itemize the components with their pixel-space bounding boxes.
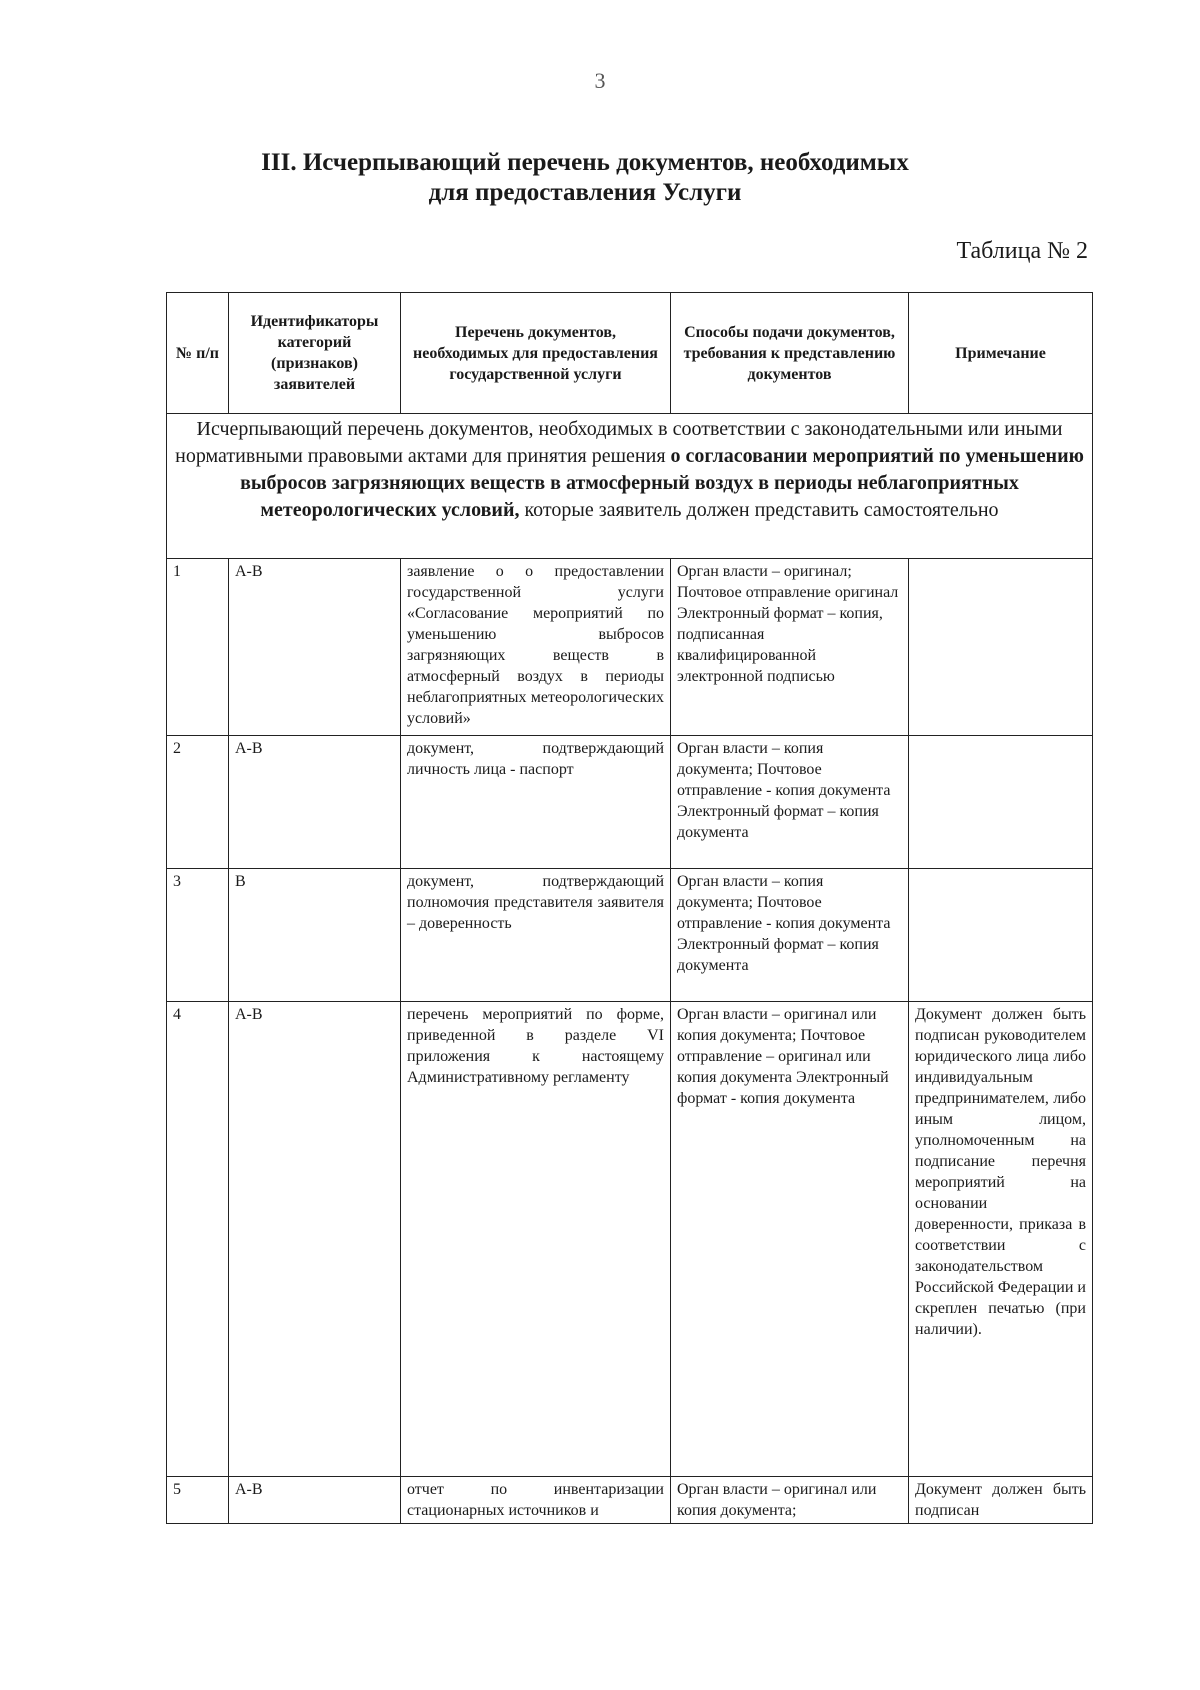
section-text-part-2: о согласовании мероприятий по уменьшению выбросов загрязняющих веществ в атмосферный воздух в периоды неблагоприятных метеорологических условий, xyxy=(240,445,1084,521)
row-note xyxy=(909,559,1093,736)
row-document: заявление о о предоставлении государственной услуги «Согласование мероприятий по уменьшению выбросов загрязняющих веществ в атмосферный воздух в периоды неблагоприятных метеорологических условий» xyxy=(401,559,671,736)
column-header-note: Примечание xyxy=(909,293,1093,414)
row-methods: Орган власти – оригинал или копия документа; xyxy=(671,1477,909,1524)
section-description xyxy=(167,414,1093,559)
row-methods: Орган власти – оригинал; Почтовое отправление оригинал Электронный формат – копия, подписанная квалифицированной электронной подписью xyxy=(671,559,909,736)
row-identifier: В xyxy=(229,869,401,1002)
table-row xyxy=(167,869,1093,1002)
table-label: Таблица № 2 xyxy=(956,238,1088,264)
page-number: 3 xyxy=(594,68,606,93)
row-number: 1 xyxy=(167,559,229,736)
row-document: документ, подтверждающий личность лица - паспорт xyxy=(401,736,671,869)
row-number: 3 xyxy=(167,869,229,1002)
row-identifier: А-В xyxy=(229,736,401,869)
row-identifier: А-В xyxy=(229,559,401,736)
row-number: 2 xyxy=(167,736,229,869)
table-header-row xyxy=(167,293,1093,414)
row-document: отчет по инвентаризации стационарных источников и xyxy=(401,1477,671,1524)
row-document: перечень мероприятий по форме, приведенной в разделе VI приложения к настоящему Административному регламенту xyxy=(401,1002,671,1477)
row-methods: Орган власти – копия документа; Почтовое отправление - копия документа Электронный формат – копия документа xyxy=(671,736,909,869)
row-note: Документ должен быть подписан xyxy=(909,1477,1093,1524)
row-methods: Орган власти – оригинал или копия документа; Почтовое отправление – оригинал или копия документа Электронный формат - копия документа xyxy=(671,1002,909,1477)
section-text-part-1: Исчерпывающий перечень документов, необходимых в соответствии с законодательными или иными нормативными правовыми актами для принятия решения xyxy=(175,418,1063,467)
row-note: Документ должен быть подписан руководителем юридического лица либо индивидуальным предпринимателем, либо иным лицом, уполномоченным на подписание перечня мероприятий на основании доверенности, приказа в соответствии с законодательством Российской Федерации и скреплен печатью (при наличии). xyxy=(909,1002,1093,1477)
row-number: 4 xyxy=(167,1002,229,1477)
row-methods: Орган власти – копия документа; Почтовое отправление - копия документа Электронный формат – копия документа xyxy=(671,869,909,1002)
column-header-documents: Перечень документов, необходимых для предоставления государственной услуги xyxy=(401,293,671,414)
row-note xyxy=(909,869,1093,1002)
table-row xyxy=(167,1477,1093,1524)
section-heading xyxy=(170,148,1000,208)
heading-line-1: III. Исчерпывающий перечень документов, необходимых xyxy=(261,149,909,176)
row-note xyxy=(909,736,1093,869)
table-row xyxy=(167,1002,1093,1477)
row-document: документ, подтверждающий полномочия представителя заявителя – доверенность xyxy=(401,869,671,1002)
column-header-methods: Способы подачи документов, требования к представлению документов xyxy=(671,293,909,414)
row-identifier: А-В xyxy=(229,1002,401,1477)
column-header-identifiers: Идентификаторы категорий (признаков) заявителей xyxy=(229,293,401,414)
section-row xyxy=(167,414,1093,559)
section-text-part-3: которые заявитель должен представить самостоятельно xyxy=(519,499,999,521)
row-identifier: А-В xyxy=(229,1477,401,1524)
heading-line-2: для предоставления Услуги xyxy=(428,179,742,206)
row-number: 5 xyxy=(167,1477,229,1524)
column-header-number: № п/п xyxy=(167,293,229,414)
documents-table xyxy=(166,292,1093,1524)
table-row xyxy=(167,736,1093,869)
table-row xyxy=(167,559,1093,736)
